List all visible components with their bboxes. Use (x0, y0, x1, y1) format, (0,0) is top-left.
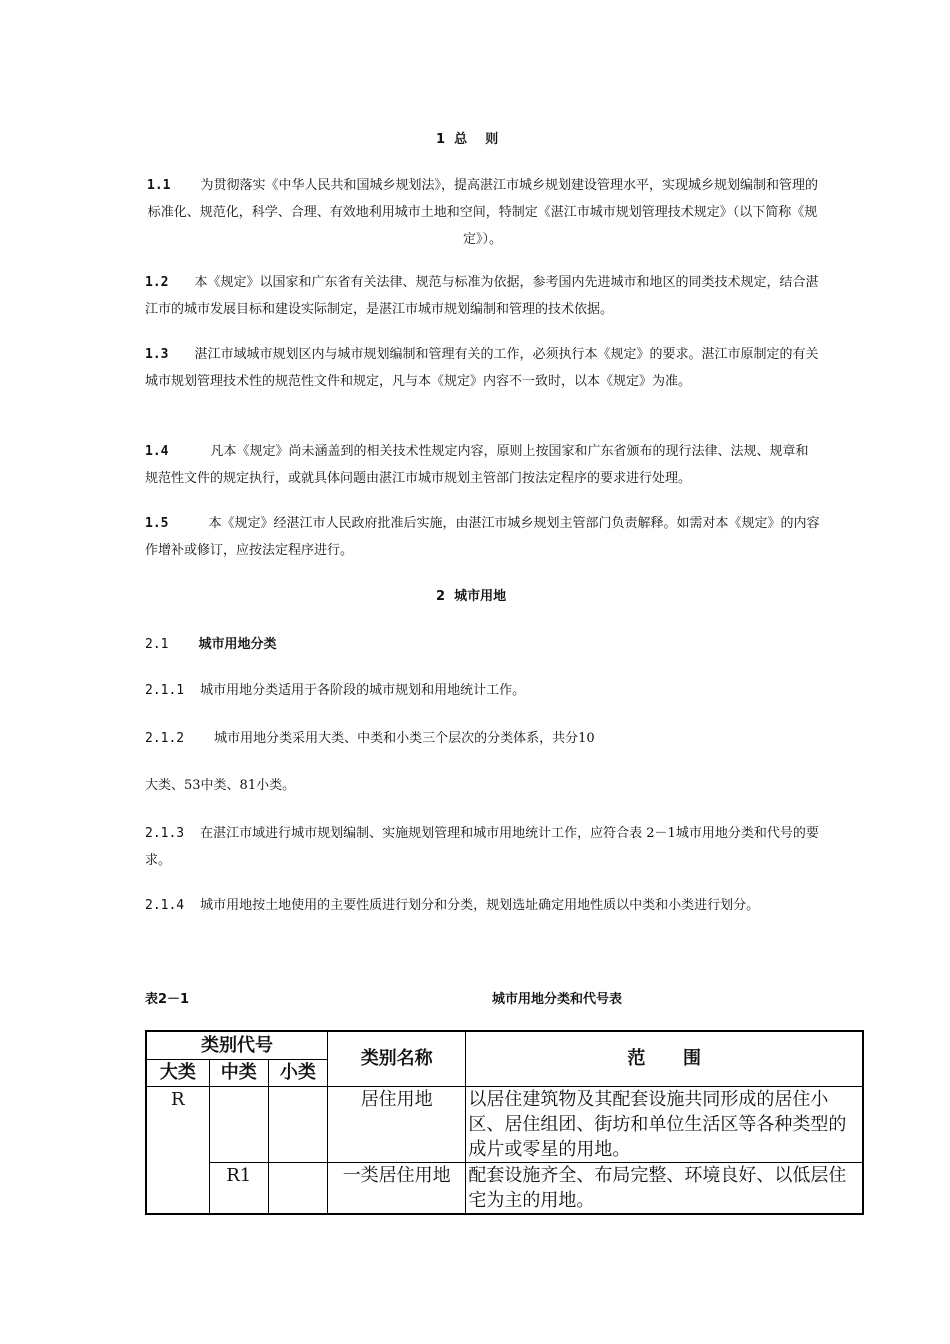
item-number: 2.1.3 (145, 826, 185, 841)
table-header-row (146, 1031, 863, 1059)
table-label: 表2－1 (145, 992, 190, 1007)
item-text: 城市用地分类适用于各阶段的城市规划和用地统计工作。 (200, 683, 526, 698)
table-row (146, 1162, 863, 1214)
item-2-1-1 (145, 677, 820, 704)
cell-name: 一类居住用地 (328, 1162, 466, 1214)
clause-text: 本《规定》经湛江市人民政府批准后实施，由湛江市城乡规划主管部门负责解释。如需对本《规定》的内容作增补或修订，应按法定程序进行。 (145, 516, 820, 558)
table-caption: 城市用地分类和代号表 (492, 992, 623, 1007)
cell-name: 居住用地 (328, 1086, 466, 1162)
clause-text: 凡本《规定》尚未涵盖到的相关技术性规定内容，原则上按国家和广东省颁布的现行法律、法规、规章和规范性文件的规定执行，或就具体问题由湛江市城市规划主管部门按法定程序的要求进行处理。 (145, 444, 809, 486)
cell-medium: R1 (209, 1162, 268, 1214)
item-number: 2.1.4 (145, 898, 185, 913)
section-number: 2.1 (145, 637, 169, 652)
item-text: 大类、53中类、81小类。 (145, 778, 296, 793)
clause-1-3 (145, 341, 820, 395)
clause-text: 湛江市域城市规划区内与城市规划编制和管理有关的工作，必须执行本《规定》的要求。湛江市原制定的有关城市规划管理技术性的规范性文件和规定，凡与本《规定》内容不一致时，以本《规定》为准。 (145, 347, 819, 389)
item-2-1-3 (145, 820, 820, 874)
cell-major: R (146, 1086, 209, 1214)
header-medium: 中类 (209, 1059, 268, 1086)
item-text: 城市用地按土地使用的主要性质进行划分和分类，规划选址确定用地性质以中类和小类进行划分。 (200, 898, 760, 913)
cell-minor (268, 1086, 327, 1162)
item-number: 2.1.2 (145, 731, 185, 746)
clause-number: 1.2 (145, 275, 169, 290)
item-2-1-2 (145, 725, 820, 752)
clause-text: 为贯彻落实《中华人民共和国城乡规划法》，提高湛江市城乡规划建设管理水平，实现城乡规划编制和管理的标准化、规范化，科学、合理、有效地利用城市土地和空间，特制定《湛江市城市规划管理技术规定》（以下简称《规定》）。 (147, 178, 818, 247)
chapter-1-title: 1 总 则 (436, 132, 499, 147)
item-text: 在湛江市域进行城市规划编制、实施规划管理和城市用地统计工作，应符合表 2－1城市用地分类和代号的要求。 (145, 826, 819, 868)
header-scope: 范 围 (466, 1031, 863, 1086)
section-title: 城市用地分类 (198, 637, 277, 652)
cell-minor (268, 1162, 327, 1214)
section-2-1 (145, 633, 277, 652)
item-number: 2.1.1 (145, 683, 185, 698)
clause-number: 1.1 (147, 178, 171, 193)
header-major: 大类 (146, 1059, 209, 1086)
table-row (146, 1086, 863, 1162)
cell-scope: 配套设施齐全、布局完整、环境良好、以低层住宅为主的用地。 (466, 1162, 863, 1214)
header-name: 类别名称 (328, 1031, 466, 1086)
header-minor: 小类 (268, 1059, 327, 1086)
clause-1-4 (145, 438, 820, 492)
clause-1-1 (145, 172, 820, 253)
cell-medium (209, 1086, 268, 1162)
clause-text: 本《规定》以国家和广东省有关法律、规范与标准为依据，参考国内先进城市和地区的同类技术规定，结合湛江市的城市发展目标和建设实际制定，是湛江市城市规划编制和管理的技术依据。 (145, 275, 819, 317)
clause-number: 1.3 (145, 347, 169, 362)
item-2-1-4 (145, 892, 820, 919)
item-text: 城市用地分类采用大类、中类和小类三个层次的分类体系，共分10 (214, 731, 595, 746)
clause-number: 1.5 (145, 516, 169, 531)
cell-scope: 以居住建筑物及其配套设施共同形成的居住小区、居住组团、街坊和单位生活区等各种类型的成片或零星的用地。 (466, 1086, 863, 1162)
header-code-group: 类别代号 (146, 1031, 328, 1059)
chapter-2-title: 2 城市用地 (436, 589, 507, 604)
land-use-table (145, 1030, 864, 1215)
clause-1-5 (145, 510, 820, 564)
clause-1-2 (145, 269, 820, 323)
clause-number: 1.4 (145, 444, 169, 459)
item-2-1-2-continued (145, 772, 820, 799)
